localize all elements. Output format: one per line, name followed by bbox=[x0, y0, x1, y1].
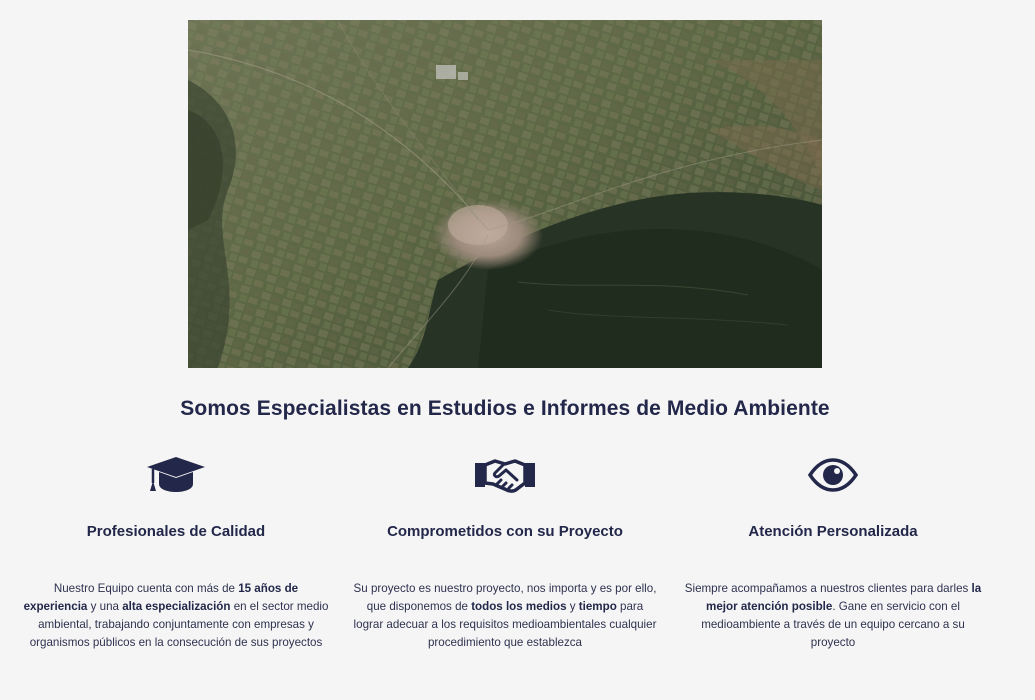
handshake-icon bbox=[340, 450, 670, 500]
feature-description bbox=[21, 580, 331, 652]
emphasis-text: 15 años de experiencia bbox=[23, 582, 299, 613]
description-text: y bbox=[566, 600, 579, 613]
feature-description bbox=[683, 580, 983, 652]
eye-icon bbox=[668, 450, 998, 500]
feature-title: Atención Personalizada bbox=[748, 523, 918, 540]
page-title: Somos Especialistas en Estudios e Informes de Medio Ambiente bbox=[180, 397, 830, 420]
aerial-photo bbox=[188, 20, 822, 368]
emphasis-text: alta especialización bbox=[122, 600, 231, 613]
description-text: Nuestro Equipo cuenta con más de bbox=[53, 582, 239, 595]
feature-personal-attention bbox=[668, 450, 998, 652]
description-text: . Gane en servicio con el medioambiente a través de un equipo cercano a su proyecto bbox=[701, 600, 965, 649]
emphasis-text: tiempo bbox=[578, 600, 617, 613]
graduation-cap-icon bbox=[11, 450, 341, 500]
emphasis-text: todos los medios bbox=[471, 600, 567, 613]
feature-description bbox=[353, 580, 658, 652]
description-text: y una bbox=[87, 600, 123, 613]
description-text: en el sector medio ambiental, trabajando conjuntamente con empresas y organismos públicos en la consecución de sus proyectos bbox=[29, 600, 329, 649]
aerial-photo-graphic bbox=[188, 20, 822, 368]
feature-title: Comprometidos con su Proyecto bbox=[387, 523, 623, 540]
feature-professionals bbox=[11, 450, 341, 652]
emphasis-text: la mejor atención posible bbox=[706, 582, 982, 613]
description-text: Su proyecto es nuestro proyecto, nos importa y es por ello, que disponemos de bbox=[353, 582, 657, 613]
feature-commitment bbox=[340, 450, 670, 652]
feature-title: Profesionales de Calidad bbox=[86, 523, 266, 540]
description-text: Siempre acompañamos a nuestros clientes para darles bbox=[684, 582, 972, 595]
description-text: para lograr adecuar a los requisitos medioambientales cualquier procedimiento que establezca bbox=[353, 600, 657, 649]
